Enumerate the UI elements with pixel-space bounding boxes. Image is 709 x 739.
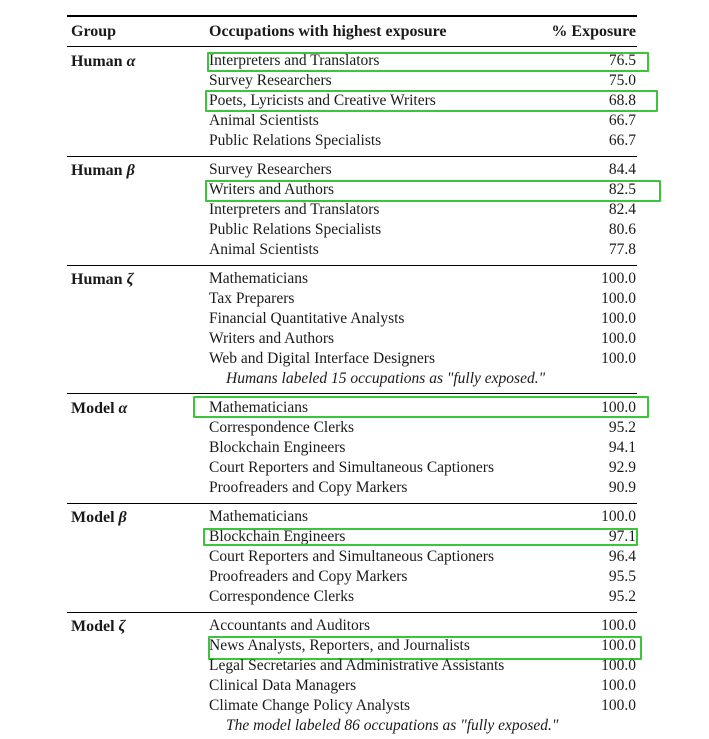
table-row: [209, 617, 637, 637]
occupation-cell: News Analysts, Reporters, and Journalists: [209, 636, 470, 654]
group-label: [71, 400, 127, 418]
table-top-rule: [67, 15, 637, 17]
table-row: [209, 72, 637, 92]
occupation-cell: Survey Researchers: [209, 71, 332, 89]
exposure-cell: 82.5: [608, 180, 636, 198]
occupation-cell: Mathematicians: [209, 508, 308, 525]
header-occupations: Occupations with highest exposure: [209, 23, 447, 40]
exposure-cell: 84.4: [608, 161, 636, 178]
table-row: [209, 459, 637, 479]
occupation-cell: Correspondence Clerks: [209, 587, 355, 605]
exposure-cell: 100.0: [601, 696, 636, 714]
exposure-cell: 96.4: [608, 547, 636, 565]
occupation-cell: Writers and Authors: [209, 180, 335, 198]
group-name: Model: [71, 400, 115, 417]
occupation-cell: Climate Change Policy Analysts: [209, 696, 411, 714]
header-exposure: % Exposure: [551, 23, 636, 40]
group-greek-letter: α: [118, 400, 128, 417]
exposure-cell: 75.0: [608, 71, 636, 89]
exposure-cell: 97.1: [608, 527, 636, 545]
group-label: [71, 618, 126, 636]
group-separator-rule: [67, 503, 637, 504]
occupation-cell: Clinical Data Managers: [209, 676, 357, 694]
exposure-cell: 66.7: [608, 111, 636, 129]
table-row: [209, 201, 637, 221]
exposure-cell: 94.1: [608, 438, 636, 456]
table-row: [209, 290, 637, 310]
occupation-cell: Writers and Authors: [209, 329, 335, 347]
table-row: [209, 508, 637, 528]
table-row: [209, 677, 637, 697]
occupation-cell: Blockchain Engineers: [209, 527, 346, 545]
table-row: [209, 548, 637, 568]
group-note: The model labeled 86 occupations as "fully exposed.": [226, 716, 559, 734]
occupation-cell: Correspondence Clerks: [209, 418, 355, 436]
exposure-cell: 76.5: [608, 52, 636, 69]
group-separator-rule: [67, 393, 637, 394]
exposure-cell: 100.0: [601, 329, 636, 347]
exposure-cell: 77.8: [608, 240, 636, 258]
occupation-cell: Mathematicians: [209, 399, 308, 416]
occupation-cell: Tax Preparers: [209, 289, 295, 307]
table-row: [209, 350, 637, 370]
occupation-cell: Interpreters and Translators: [209, 200, 380, 218]
group-greek-letter: β: [118, 509, 127, 526]
group-greek-letter: ζ: [118, 618, 126, 635]
occupation-cell: Animal Scientists: [209, 111, 319, 129]
exposure-cell: 95.2: [608, 418, 636, 436]
group-name: Human: [71, 271, 123, 288]
highlight-box: [203, 528, 638, 546]
table-row: [209, 161, 637, 181]
table-row: [209, 112, 637, 132]
table-row: [209, 241, 637, 261]
highlight-box: [205, 90, 658, 112]
exposure-cell: 92.9: [608, 458, 636, 476]
group-label: [71, 509, 127, 527]
occupation-cell: Blockchain Engineers: [209, 438, 346, 456]
occupation-cell: Accountants and Auditors: [209, 617, 371, 634]
occupation-cell: Financial Quantitative Analysts: [209, 309, 405, 327]
occupation-cell: Proofreaders and Copy Markers: [209, 567, 408, 585]
exposure-cell: 80.6: [608, 220, 636, 238]
table-row: [209, 270, 637, 290]
highlight-box: [193, 396, 649, 418]
exposure-cell: 95.2: [608, 587, 636, 605]
occupation-cell: Animal Scientists: [209, 240, 319, 258]
occupation-cell: Survey Researchers: [209, 161, 332, 178]
group-name: Human: [71, 162, 123, 179]
table-row: [209, 439, 637, 459]
occupation-cell: Court Reporters and Simultaneous Captioners: [209, 458, 494, 476]
table-row: [209, 330, 637, 350]
occupation-cell: Interpreters and Translators: [209, 52, 380, 69]
group-separator-rule: [67, 612, 637, 613]
header-rule: [67, 46, 637, 47]
exposure-cell: 95.5: [608, 567, 636, 585]
occupation-cell: Legal Secretaries and Administrative Assistants: [209, 656, 505, 674]
table-row: [209, 221, 637, 241]
table-row: [209, 132, 637, 152]
group-label: [71, 53, 135, 71]
exposure-cell: 100.0: [601, 270, 636, 287]
group-greek-letter: ζ: [126, 271, 134, 288]
exposure-cell: 82.4: [608, 200, 636, 218]
exposure-cell: 90.9: [608, 478, 636, 496]
occupation-cell: Mathematicians: [209, 270, 308, 287]
table-row: [209, 479, 637, 499]
exposure-cell: 100.0: [601, 617, 636, 634]
group-greek-letter: β: [126, 162, 135, 179]
group-note: Humans labeled 15 occupations as "fully exposed.": [226, 369, 546, 387]
table-row: [209, 697, 637, 717]
exposure-cell: 100.0: [601, 399, 636, 416]
exposure-cell: 100.0: [601, 289, 636, 307]
exposure-cell: 100.0: [601, 309, 636, 327]
exposure-cell: 100.0: [601, 636, 636, 654]
group-greek-letter: α: [126, 53, 136, 70]
table-row: [209, 310, 637, 330]
group-name: Model: [71, 509, 115, 526]
table-row: [209, 568, 637, 588]
occupation-cell: Proofreaders and Copy Markers: [209, 478, 408, 496]
highlight-box: [205, 180, 661, 202]
highlight-box: [207, 52, 649, 72]
table-row: [209, 588, 637, 608]
occupation-cell: Public Relations Specialists: [209, 131, 382, 149]
occupation-cell: Poets, Lyricists and Creative Writers: [209, 91, 436, 109]
group-label: [71, 271, 134, 289]
exposure-cell: 100.0: [601, 349, 636, 367]
header-group: Group: [71, 23, 117, 40]
occupation-cell: Public Relations Specialists: [209, 220, 382, 238]
occupation-cell: Court Reporters and Simultaneous Captioners: [209, 547, 494, 565]
group-label: [71, 162, 135, 180]
exposure-cell: 66.7: [608, 131, 636, 149]
exposure-cell: 68.8: [608, 91, 636, 109]
group-separator-rule: [67, 265, 637, 266]
exposure-cell: 100.0: [601, 676, 636, 694]
occupation-cell: Web and Digital Interface Designers: [209, 349, 435, 367]
table-row: [209, 419, 637, 439]
exposure-cell: 100.0: [601, 508, 636, 525]
table-row: [209, 657, 637, 677]
group-name: Human: [71, 53, 123, 70]
group-separator-rule: [67, 156, 637, 157]
group-name: Model: [71, 618, 115, 635]
exposure-cell: 100.0: [601, 656, 636, 674]
